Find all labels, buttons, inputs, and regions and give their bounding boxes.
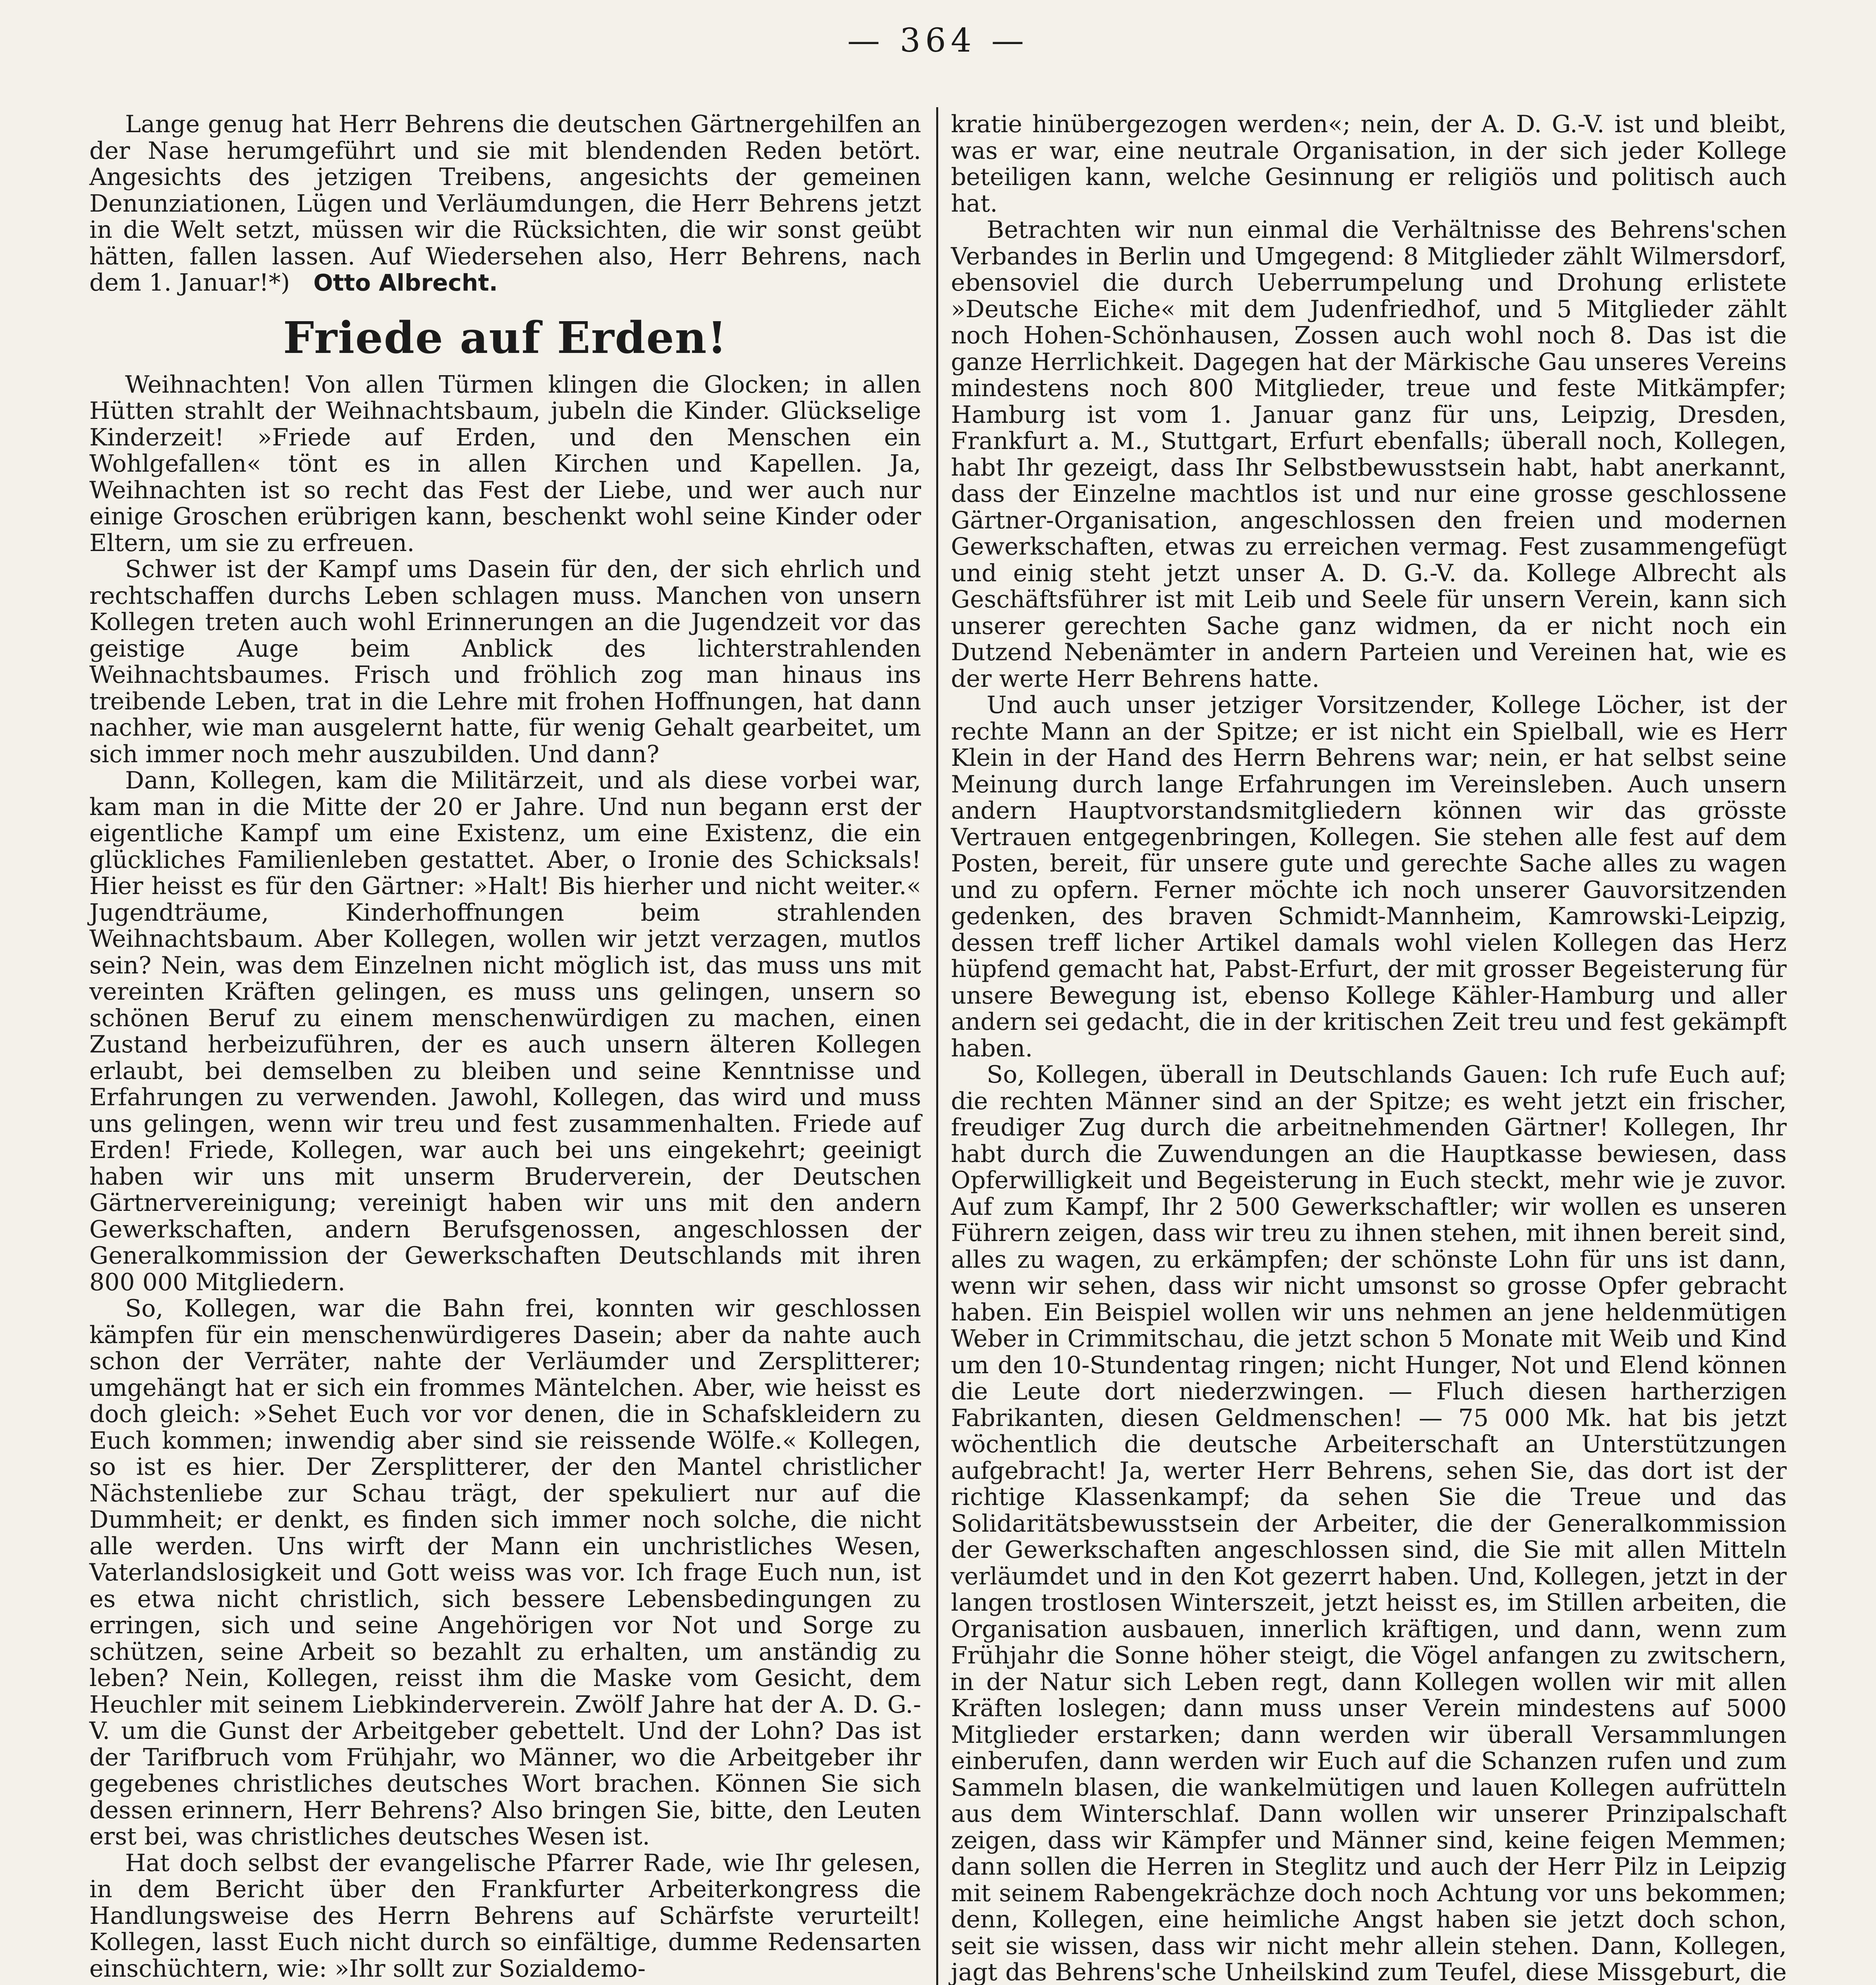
paragraph: So, Kollegen, war die Bahn frei, konnten wir geschlossen kämpfen für ein menschenwürdigeres Dasein; aber da nahte auch schon der Verräter, nahte der Verläumder und Zersplitterer; umgehängt hat er sich ein frommes Mäntelchen. Aber, wie heisst es doch gleich: »Sehet Euch vor vor denen, die in Schafskleidern zu Euch kommen; inwendig aber sind sie reissende Wölfe.« Kollegen, so ist es hier. Der Zersplitterer, der den Mantel christlicher Nächstenliebe zur Schau trägt, der spekuliert nur auf die Dummheit; er denkt, es finden sich immer noch solche, die nicht alle werden. Uns wirft der Mann ein unchristliches Wesen, Vaterlandslosigkeit und Gott weiss was vor. Ich frage Euch nun, ist es etwa nicht christlich, sich bessere Lebensbedingungen zu erringen, sich und seine Angehörigen vor Not und Sorge zu schützen, seine Arbeit so bezahlt zu erhalten, um anständig zu leben? Nein, Kollegen, reisst ihm die Maske vom Gesicht, dem Heuchler mit seinem Liebkinderverein. Zwölf Jahre hat der A. D. G.-V. um die Gunst der Arbeitgeber gebettelt. Und der Lohn? Das ist der Tarifbruch vom Frühjahr, wo Männer, wo die Arbeitgeber ihr gegebenes christliches deutsches Wort brachen. Können Sie sich dessen erinnern, Herr Behrens? Also bringen Sie, bitte, den Leuten erst bei, was christliches deutsches Wesen ist. [89, 1295, 921, 1850]
paragraph: kratie hinübergezogen werden«; nein, der A. D. G.-V. ist und bleibt, was er war, eine neutrale Organisation, in der sich jeder Kollege beteiligen kann, welche Gesinnung er religiös und politisch auch hat. [951, 110, 1787, 218]
paragraph: Hat doch selbst der evangelische Pfarrer Rade, wie Ihr gelesen, in dem Bericht über den Frankfurter Arbeiterkongress die Handlungsweise des Herrn Behrens auf Schärfste verurteilt! Kollegen, lasst Euch nicht durch so einfältige, dumme Redensarten einschüchtern, wie: »Ihr sollt zur Sozialdemo- [89, 1849, 921, 1983]
paragraph: Und auch unser jetziger Vorsitzender, Kollege Löcher, ist der rechte Mann an der Spitze; er ist nicht ein Spielball, wie es Herr Klein in der Hand des Herrn Behrens war; nein, er hat selbst seine Meinung durch lange Erfahrungen im Vereinsleben. Auch unsern andern Hauptvorstandsmitgliedern können wir das grösste Vertrauen entgegenbringen, Kollegen. Sie stehen alle fest auf dem Posten, bereit, für unsere gute und gerechte Sache alles zu wagen und zu opfern. Ferner möchte ich noch unserer Gauvorsitzenden gedenken, des braven Schmidt-Mannheim, Kamrowski-Leipzig, dessen treff licher Artikel damals wohl vielen Kollegen das Herz hüpfend gemacht hat, Pabst-Erfurt, der mit grosser Begeisterung für unsere Bewegung ist, ebenso Kollege Kähler-Hamburg und aller andern sei gedacht, die in der kritischen Zeit treu und fest gekämpft haben. [951, 691, 1787, 1062]
intro-text: Lange genug hat Herr Behrens die deutschen Gärtnergehilfen an der Nase herumgeführt und sie mit blendenden Reden betört. Angesichts des jetzigen Treibens, angesichts der gemeinen Denunziationen, Lügen und Verläumdungen, die Herr Behrens jetzt in die Welt setzt, müssen wir die Rücksichten, die wir sonst geübt hätten, fallen lassen. Auf Wiedersehen also, Herr Behrens, nach dem 1. Januar!*) [89, 110, 921, 297]
column-divider [936, 107, 938, 1985]
page-number: — 364 — [847, 22, 1029, 60]
article-title: Friede auf Erden! [283, 312, 727, 363]
intro-paragraph [89, 111, 921, 296]
paragraph: So, Kollegen, überall in Deutschlands Gauen: Ich rufe Euch auf; die rechten Männer sind an der Spitze; es weht jetzt ein frischer, freudiger Zug durch die arbeitnehmenden Gärtner! Kollegen, Ihr habt durch die Zuwendungen an die Hauptkasse bewiesen, dass Opferwilligkeit und Begeisterung in Euch steckt, mehr wie je zuvor. Auf zum Kampf, Ihr 2 500 Gewerkschaftler; wir wollen es unseren Führern zeigen, dass wir treu zu ihnen stehen, mit ihnen bereit sind, alles zu wagen, zu erkämpfen; der schönste Lohn für uns ist dann, wenn wir sehen, dass wir nicht umsonst so grosse Opfer gebracht haben. Ein Beispiel wollen wir uns nehmen an jene heldenmütigen Weber in Crimmitschau, die jetzt schon 5 Monate mit Weib und Kind um den 10-Stundentag ringen; nicht Hunger, Not und Elend können die Leute dort niederzwingen. — Fluch diesen hartherzigen Fabrikanten, diesen Geldmenschen! — 75 000 Mk. hat bis jetzt wöchentlich die deutsche Arbeiterschaft an Unterstützungen aufgebracht! Ja, werter Herr Behrens, sehen Sie, das dort ist der richtige Klassenkampf; da sehen Sie die Treue und das Solidaritätsbewusstsein der Arbeiter, die der Generalkommission der Gewerkschaften angeschlossen sind, die Sie mit allen Mitteln verläumdet und in den Kot gezerrt haben. Und, Kollegen, jetzt in der langen trostlosen Winterszeit, jetzt heisst es, im Stillen arbeiten, die Organisation ausbauen, innerlich kräftigen, und dann, wenn zum Frühjahr die Sonne höher steigt, die Vögel anfangen zu zwitschern, in der Natur sich Leben regt, dann Kollegen wollen wir mit allen Kräften loslegen; dann muss unser Verein mindestens auf 5000 Mitglieder erstarken; dann werden wir überall Versammlungen einberufen, dann werden wir Euch auf die Schanzen rufen und zum Sammeln blasen, die wankelmütigen und lauen Kollegen aufrütteln aus dem Winterschlaf. Dann wollen wir unserer Prinzipalschaft zeigen, dass wir Kämpfer und Männer sind, keine feigen Memmen; dann sollen die Herren in Steglitz und auch der Herr Pilz in Leipzig mit seinem Rabengekrächze doch noch Achtung vor uns bekommen; denn, Kollegen, eine heimliche Angst haben sie jetzt doch schon, seit sie wissen, dass wir nicht mehr allein stehen. Dann, Kollegen, jagt das Behrens'sche Unheilskind zum Teufel, diese Missgeburt, die [951, 1061, 1787, 1985]
paragraph: Dann, Kollegen, kam die Militärzeit, und als diese vorbei war, kam man in die Mitte der 20 er Jahre. Und nun begann erst der eigentliche Kampf um eine Existenz, um eine Existenz, die ein glückliches Familienleben gestattet. Aber, o Ironie des Schicksals! Hier heisst es für den Gärtner: »Halt! Bis hierher und nicht weiter.« Jugendträume, Kinderhoffnungen beim strahlenden Weihnachtsbaum. Aber Kollegen, wollen wir jetzt verzagen, mutlos sein? Nein, was dem Einzelnen nicht möglich ist, das muss uns mit vereinten Kräften gelingen, es muss uns gelingen, unsern so schönen Beruf zu einem menschenwürdigen zu machen, einen Zustand herbeizuführen, der es auch unsern älteren Kollegen erlaubt, bei demselben zu bleiben und seine Kenntnisse und Erfahrungen zu verwenden. Jawohl, Kollegen, das wird und muss uns gelingen, wenn wir treu und fest zusammenhalten. Friede auf Erden! Friede, Kollegen, war auch bei uns eingekehrt; geeinigt haben wir uns mit unserm Bruderverein, der Deutschen Gärtnervereinigung; vereinigt haben wir uns mit den andern Gewerkschaften, andern Berufsgenossen, angeschlossen der Generalkommission der Gewerkschaften Deutschlands mit ihren 800 000 Mitgliedern. [89, 767, 921, 1296]
right-column [951, 111, 1787, 1985]
left-column [89, 111, 921, 1985]
paragraph: Weihnachten! Von allen Türmen klingen die Glocken; in allen Hütten strahlt der Weihnachtsbaum, jubeln die Kinder. Glückselige Kinderzeit! »Friede auf Erden, und den Menschen ein Wohlgefallen« tönt es in allen Kirchen und Kapellen. Ja, Weihnachten ist so recht das Fest der Liebe, und wer auch nur einige Groschen erübrigen kann, beschenkt wohl seine Kinder oder Eltern, um sie zu erfreuen. [89, 370, 921, 557]
paragraph: Schwer ist der Kampf ums Dasein für den, der sich ehrlich und rechtschaffen durchs Leben schlagen muss. Manchen von unsern Kollegen treten auch wohl Erinnerungen an die Jugendzeit vor das geistige Auge beim Anblick des lichterstrahlenden Weihnachtsbaumes. Frisch und fröhlich zog man hinaus ins treibende Leben, trat in die Lehre mit frohen Hoffnungen, hat dann nachher, wie man ausgelernt hatte, für wenig Gehalt gearbeitet, um sich immer noch mehr auszubilden. Und dann? [89, 555, 921, 768]
intro-author: Otto Albrecht. [313, 269, 498, 296]
paragraph: Betrachten wir nun einmal die Verhältnisse des Behrens'schen Verbandes in Berlin und Umgegend: 8 Mitglieder zählt Wilmersdorf, ebensoviel die durch Ueberrumpelung und Drohung erlistete »Deutsche Eiche« mit dem Judenfriedhof, und 5 Mitglieder zählt noch Hohen-Schönhausen, Zossen auch wohl noch 8. Das ist die ganze Herrlichkeit. Dagegen hat der Märkische Gau unseres Vereins mindestens noch 800 Mitglieder, treue und feste Mitkämpfer; Hamburg ist vom 1. Januar ganz für uns, Leipzig, Dresden, Frankfurt a. M., Stuttgart, Erfurt ebenfalls; überall noch, Kollegen, habt Ihr gezeigt, dass Ihr Selbstbewusstsein habt, habt anerkannt, dass der Einzelne machtlos ist und nur eine grosse geschlossene Gärtner-Organisation, angeschlossen den freien und modernen Gewerkschaften, etwas zu erreichen vermag. Fest zusammengefügt und einig steht jetzt unser A. D. G.-V. da. Kollege Albrecht als Geschäftsführer ist mit Leib und Seele für unsern Verein, kann sich unserer gerechten Sache ganz widmen, da er nicht noch ein Dutzend Nebenämter in andern Parteien und Vereinen hat, wie es der werte Herr Behrens hatte. [951, 216, 1787, 693]
